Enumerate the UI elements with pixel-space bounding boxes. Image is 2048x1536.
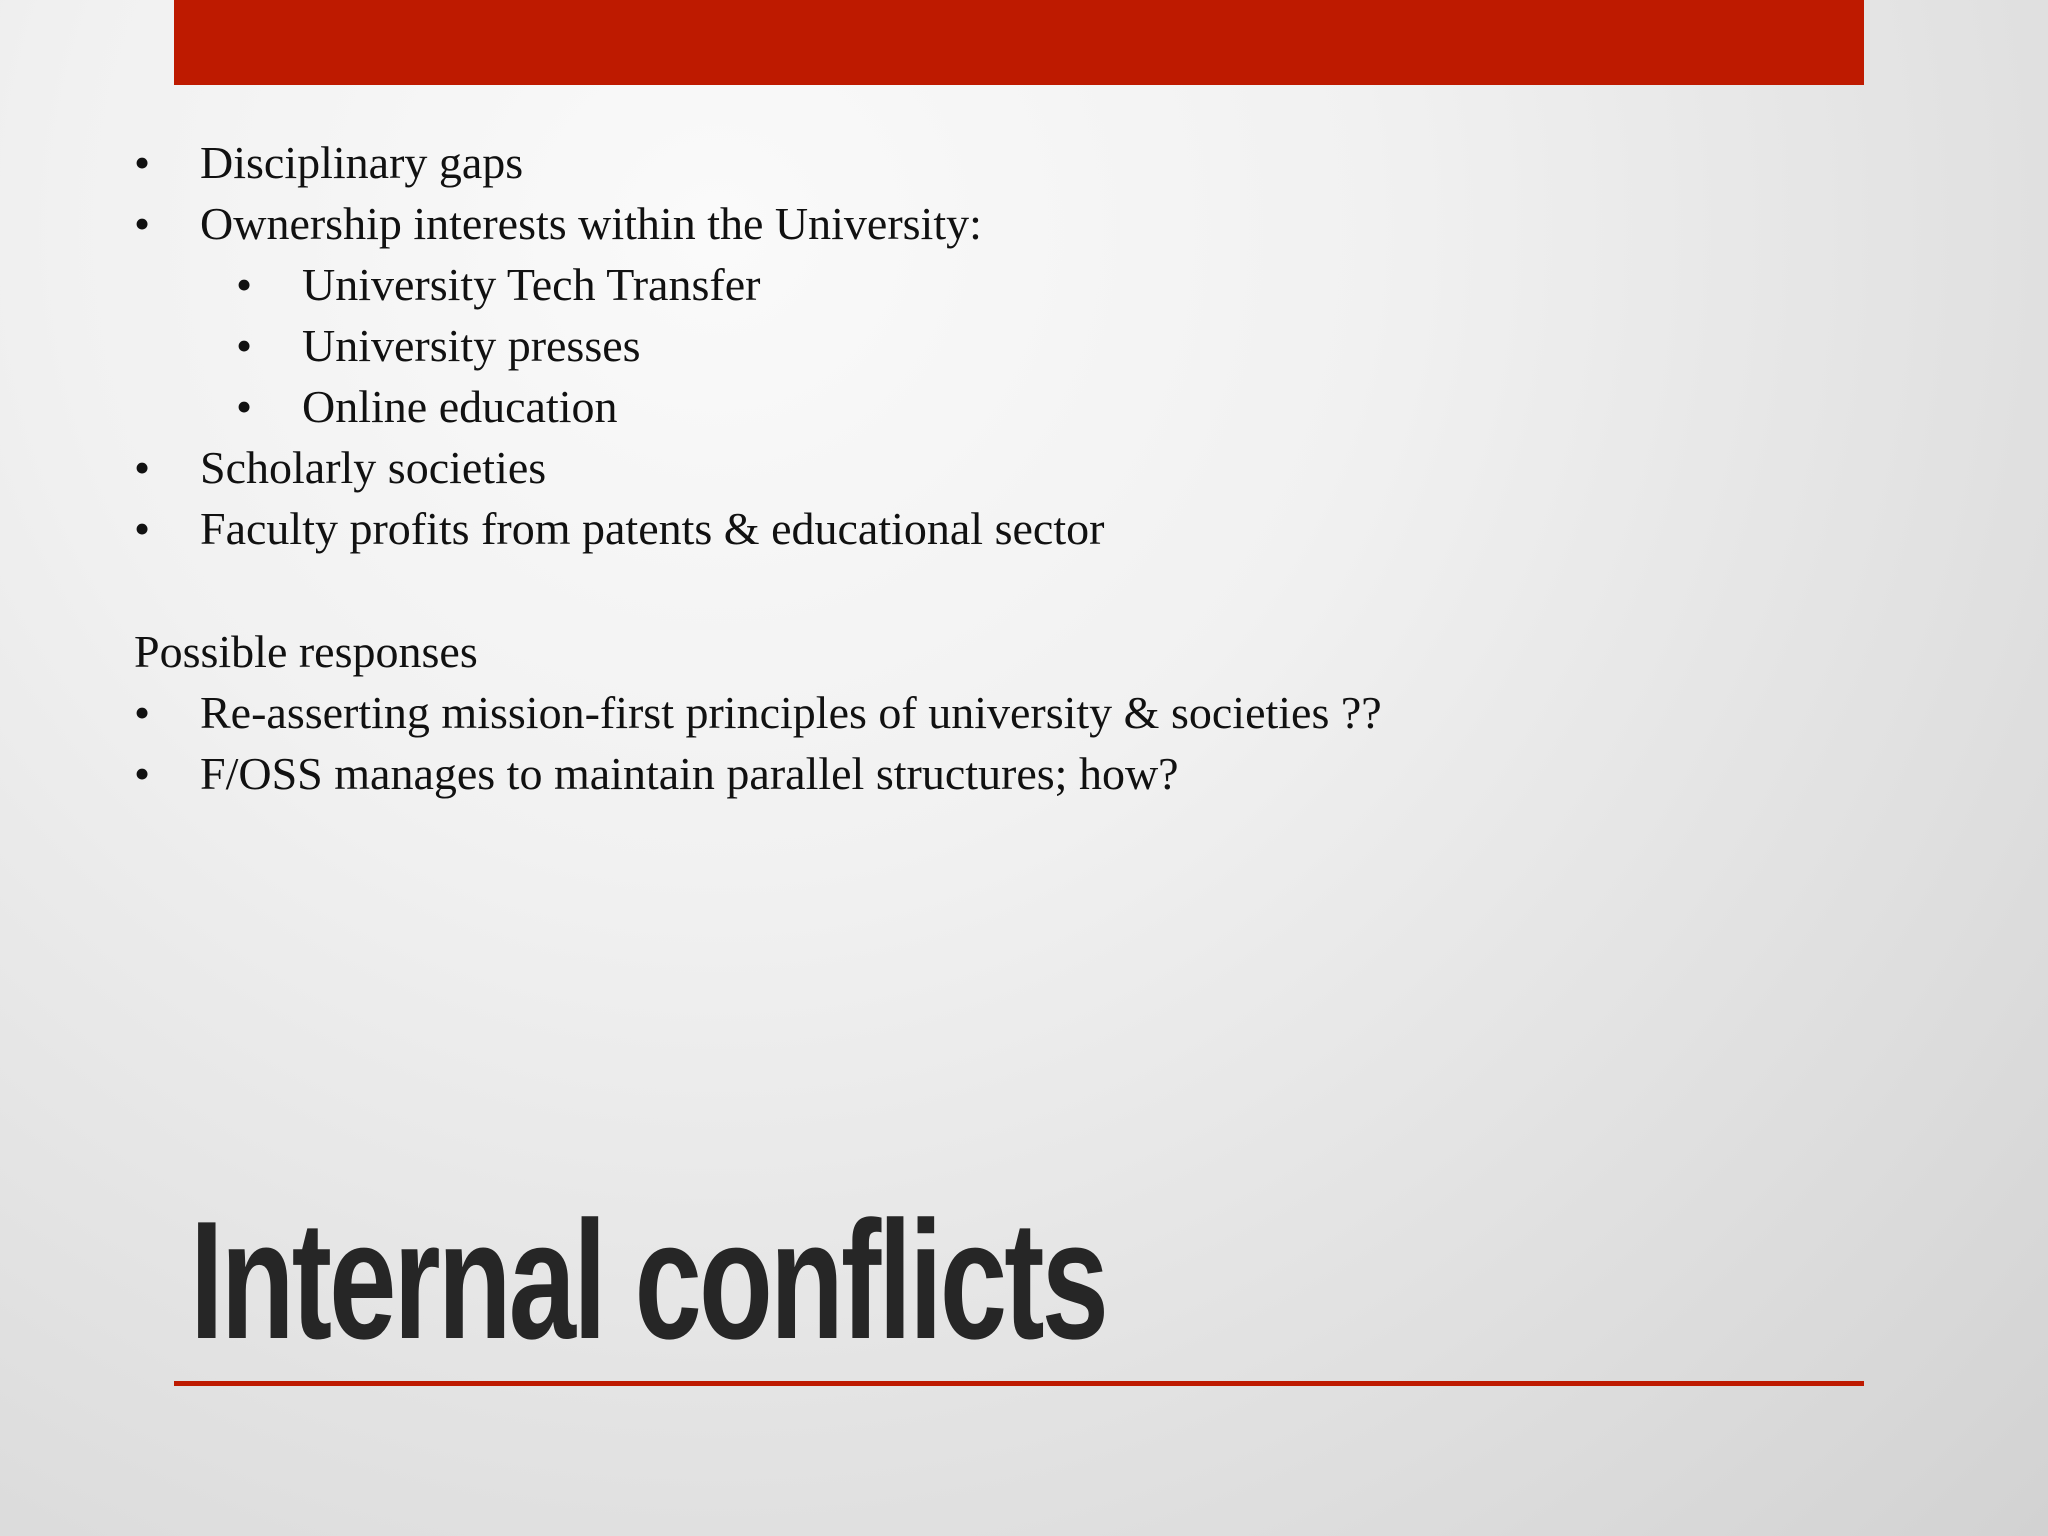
top-accent-bar [174,0,1864,85]
bullet-glyph: • [236,320,253,371]
bullet-glyph: • [134,442,151,493]
bullet-glyph: • [134,687,151,738]
sub-bullet-item [134,254,1834,315]
bullet-text: University presses [302,320,641,371]
sub-bullet-item [134,315,1834,376]
bullet-text: Re-asserting mission-first principles of university & societies ?? [200,687,1382,738]
bullet-text: Disciplinary gaps [200,137,524,188]
bullet-item [134,498,1834,559]
bullet-text: Scholarly societies [200,442,547,493]
paragraph-spacer [134,559,1834,621]
bullet-text: Online education [302,381,618,432]
bullet-item [134,132,1834,193]
bullet-glyph: • [134,503,151,554]
bullet-glyph: • [236,259,253,310]
bullet-text: F/OSS manages to maintain parallel structures; how? [200,748,1179,799]
slide-title: Internal conflicts [190,1186,1107,1374]
sub-bullet-item [134,376,1834,437]
bullet-glyph: • [134,198,151,249]
title-underline [174,1381,1864,1386]
bullet-text: Faculty profits from patents & educational sector [200,503,1105,554]
bullet-glyph: • [236,381,253,432]
bullet-text: University Tech Transfer [302,259,761,310]
bullet-item [134,743,1834,804]
bullet-item [134,193,1834,254]
bullet-text: Ownership interests within the University: [200,198,982,249]
responses-heading-text: Possible responses [134,626,478,677]
slide-body [134,132,1834,804]
bullet-item [134,437,1834,498]
bullet-item [134,682,1834,743]
bullet-glyph: • [134,748,151,799]
bullet-glyph: • [134,137,151,188]
responses-heading [134,621,1834,682]
